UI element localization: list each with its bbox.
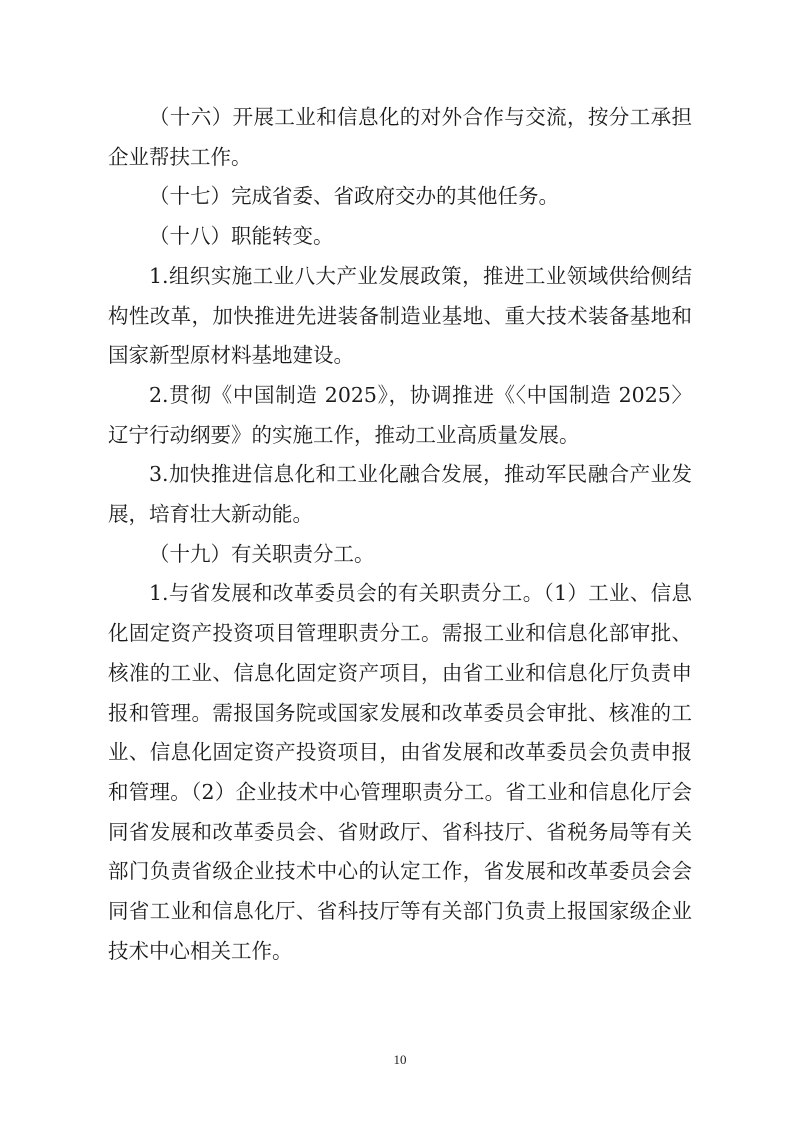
paragraph-19-item-1: 1.与省发展和改革委员会的有关职责分工。（1）工业、信息化固定资产投资项目管理职责分工。需报工业和信息化部审批、核准的工业、信息化固定资产项目，由省工业和信息化厅负责申报和管理。需报国务院或国家发展和改革委员会审批、核准的工业、信息化固定资产投资项目，由省发展和改革委员会负责申报和管理。（2）企业技术中心管理职责分工。省工业和信息化厅会同省发展和改革委员会、省财政厅、省科技厅、省税务局等有关部门负责省级企业技术中心的认定工作，省发展和改革委员会会同省工业和信息化厅、省科技厅等有关部门负责上报国家级企业技术中心相关工作。 bbox=[108, 581, 692, 963]
paragraph-18-item-3: 3.加快推进信息化和工业化融合发展，推动军民融合产业发展，培育壮大新动能。 bbox=[108, 462, 692, 527]
paragraph-17: （十七）完成省委、省政府交办的其他任务。 bbox=[149, 184, 559, 209]
paragraph-18-item-1: 1.组织实施工业八大产业发展政策，推进工业领域供给侧结构性改革，加快推进先进装备制造业基地、重大技术装备基地和国家新型原材料基地建设。 bbox=[108, 263, 692, 368]
paragraph-18-heading: （十八）职能转变。 bbox=[149, 224, 334, 249]
body-text bbox=[108, 98, 692, 971]
paragraph-16: （十六）开展工业和信息化的对外合作与交流，按分工承担企业帮扶工作。 bbox=[108, 105, 692, 169]
page-number: 10 bbox=[393, 1052, 407, 1067]
paragraph-19-heading: （十九）有关职责分工。 bbox=[149, 541, 375, 566]
paragraph-18-item-2: 2.贯彻《中国制造 2025》，协调推进《〈中国制造 2025〉辽宁行动纲要》的实施工作，推动工业高质量发展。 bbox=[108, 382, 692, 447]
